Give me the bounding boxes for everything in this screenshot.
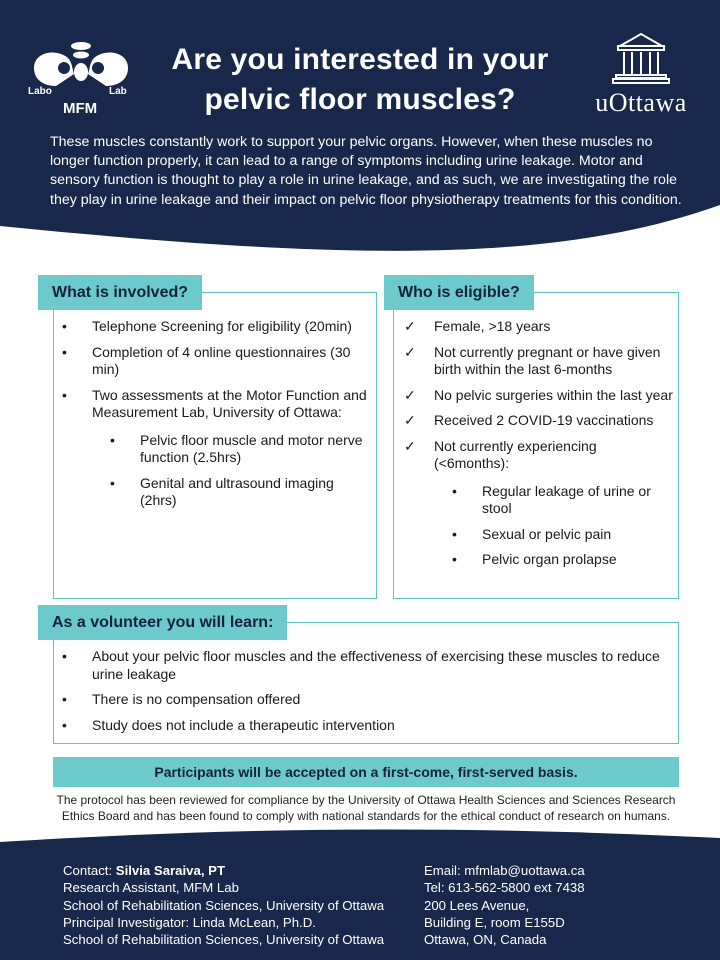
bullet-icon: • bbox=[110, 431, 115, 448]
bullet-icon: • bbox=[452, 525, 457, 542]
bullet-icon: • bbox=[62, 386, 67, 403]
contact-school: School of Rehabilitation Sciences, University of Ottawa bbox=[63, 897, 385, 913]
contact-role: Research Assistant, MFM Lab bbox=[63, 880, 239, 896]
bullet-icon: • bbox=[110, 474, 115, 491]
check-icon: ✓ bbox=[404, 437, 416, 454]
contact-info bbox=[424, 862, 694, 948]
tabaret-hall-icon bbox=[586, 28, 696, 86]
first-come-banner: Participants will be accepted on a first-come, first-served basis. bbox=[53, 757, 679, 787]
list-item: • Study does not include a therapeutic intervention bbox=[62, 716, 395, 733]
list-item: • Genital and ultrasound imaging (2hrs) bbox=[110, 474, 334, 508]
involved-list bbox=[62, 318, 374, 518]
ethics-statement: The protocol has been reviewed for compliance by the University of Ottawa Health Sciences and Sciences Research Ethics Board and has been found to comply with national standards for the ethical conduct of research on humans. bbox=[56, 793, 676, 823]
logo-mfm-text: MFM bbox=[63, 100, 98, 117]
title-line-1: Are you interested in your bbox=[171, 43, 549, 76]
check-icon: ✓ bbox=[404, 318, 416, 334]
email-link[interactable]: Email: mfmlab@uottawa.ca bbox=[424, 863, 585, 878]
contact-line: Contact: Silvia Saraiva, PT bbox=[63, 863, 226, 878]
address-line: Ottawa, ON, Canada bbox=[424, 932, 547, 948]
list-item: ✓ Not currently pregnant or have given birth within the last 6-months bbox=[404, 343, 661, 377]
address-line: 200 Lees Avenue, bbox=[424, 897, 530, 913]
contact-details bbox=[63, 862, 413, 948]
list-item: • Regular leakage of urine or stool bbox=[452, 482, 651, 516]
check-icon: ✓ bbox=[404, 386, 416, 403]
learn-list bbox=[62, 648, 667, 742]
list-item: ✓ Not currently experiencing (<6months): • Regular leakage of urine or stool • Sexual or pelvic pain • Pelvic organ prolapse bbox=[404, 438, 674, 569]
bullet-icon: • bbox=[452, 482, 457, 499]
logo-lab-text: Lab bbox=[109, 86, 127, 97]
bullet-icon: • bbox=[62, 648, 67, 664]
list-item: • Telephone Screening for eligibility (20min) bbox=[62, 318, 352, 334]
learn-heading: As a volunteer you will learn: bbox=[38, 605, 287, 640]
header bbox=[0, 0, 720, 262]
list-item: • Two assessments at the Motor Function and Measurement Lab, University of Ottawa: • Pelvic floor muscle and motor nerve function (2.5hrs) • Genital and ultrasound imaging (2hrs) bbox=[62, 387, 374, 510]
list-item: ✓ No pelvic surgeries within the last year bbox=[404, 386, 673, 403]
check-icon: ✓ bbox=[404, 343, 416, 360]
title-line-2: pelvic floor muscles? bbox=[204, 83, 516, 116]
eligible-heading: Who is eligible? bbox=[384, 275, 534, 310]
list-item: ✓ Received 2 COVID-19 vaccinations bbox=[404, 412, 654, 428]
contact-name: Silvia Saraiva, PT bbox=[115, 863, 226, 878]
bullet-icon: • bbox=[62, 716, 67, 733]
list-item: • Sexual or pelvic pain bbox=[452, 525, 612, 542]
uottawa-wordmark: uOttawa bbox=[595, 88, 687, 117]
eligible-sublist bbox=[452, 483, 674, 569]
mfm-lab-logo bbox=[26, 38, 136, 118]
page-title bbox=[150, 40, 570, 120]
list-item: • About your pelvic floor muscles and the effectiveness of exercising these muscles to reduce urine leakage bbox=[62, 648, 660, 682]
principal-investigator: Principal Investigator: Linda McLean, Ph.D. bbox=[63, 914, 316, 930]
involved-sublist bbox=[110, 432, 374, 510]
logo-labo-text: Labo bbox=[28, 86, 52, 97]
bullet-icon: • bbox=[452, 551, 457, 567]
check-icon: ✓ bbox=[404, 412, 416, 428]
list-item: • Completion of 4 online questionnaires (30 min) bbox=[62, 343, 351, 377]
bullet-icon: • bbox=[62, 318, 67, 334]
list-item: ✓ Female, >18 years bbox=[404, 318, 551, 334]
eligible-list bbox=[404, 318, 674, 577]
list-item: • Pelvic floor muscle and motor nerve function (2.5hrs) bbox=[110, 431, 363, 465]
address-line: Building E, room E155D bbox=[424, 914, 565, 930]
intro-paragraph: These muscles constantly work to support your pelvic organs. However, when these muscles no longer function properly, it can lead to a range of symptoms including urine leakage. Motor and sensory function is thought to play a role in urine leakage, and as such, we are investigating the role they play in urine leakage and their impact on pelvic floor physiotherapy treatments for this condition. bbox=[50, 134, 682, 208]
bullet-icon: • bbox=[62, 691, 67, 707]
involved-heading: What is involved? bbox=[38, 275, 202, 310]
bullet-icon: • bbox=[62, 343, 67, 360]
uottawa-logo bbox=[586, 28, 696, 123]
investigator-school: School of Rehabilitation Sciences, University of Ottawa bbox=[63, 932, 385, 948]
phone-number: Tel: 613-562-5800 ext 7438 bbox=[424, 880, 585, 896]
list-item: • Pelvic organ prolapse bbox=[452, 551, 617, 567]
list-item: • There is no compensation offered bbox=[62, 691, 301, 707]
